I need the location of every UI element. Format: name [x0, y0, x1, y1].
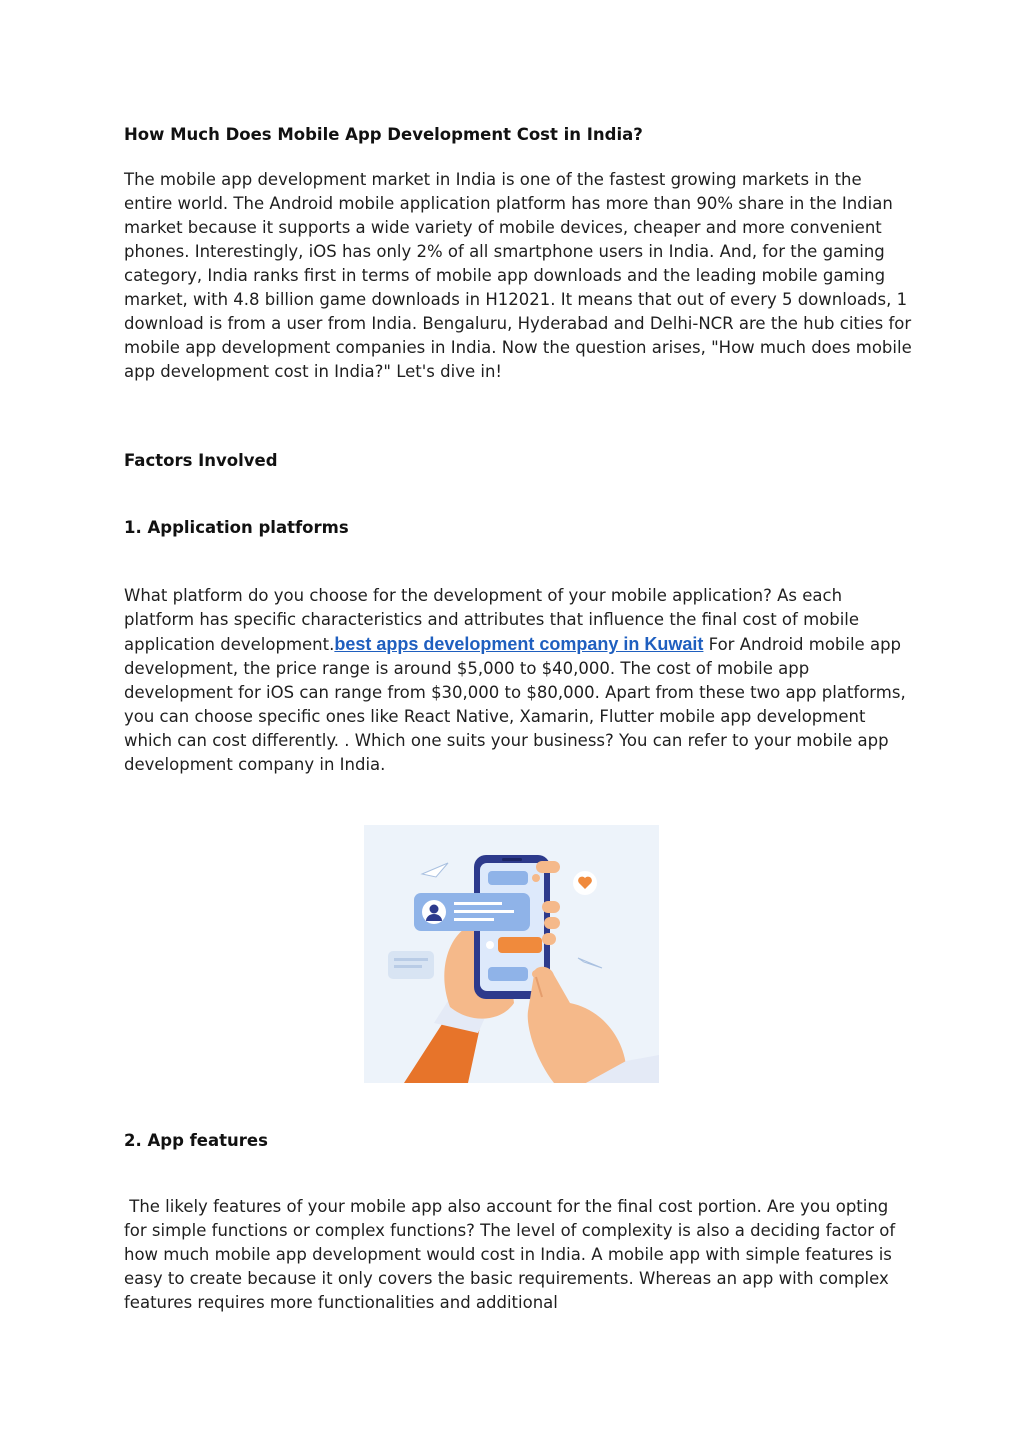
section-heading-features: 2. App features	[124, 1131, 268, 1150]
features-paragraph: The likely features of your mobile app also account for the final cost portion. Are you opting for simple functions or complex functions? The level of complexity is also a deciding factor of how much mobile app development would cost in India. A mobile app with simple features is easy to create because it only covers the basic requirements. Whereas an app with complex features requires more functionalities and additional	[124, 1197, 901, 1312]
intro-paragraph: The mobile app development market in India is one of the fastest growing markets in the entire world. The Android mobile application platform has more than 90% share in the Indian market because it supports a wide variety of mobile devices, cheaper and more convenient phones. Interestingly, iOS has only 2% of all smartphone users in India. And, for the gaming category, India ranks first in terms of mobile app downloads and the leading mobile gaming market, with 4.8 billion game downloads in H12021. It means that out of every 5 downloads, 1 download is from a user from India. Bengaluru, Hyderabad and Delhi-NCR are the hub cities for mobile app development companies in India. Now the question arises, "How much does mobile app development cost in India?" Let's dive in!	[124, 170, 912, 381]
platforms-text-end: For Android mobile app development, the price range is around $5,000 to $40,000. The cost of mobile app development for iOS can range from $30,000 to $80,000. Apart from these two app platforms, you can choose specific ones like React Native, Xamarin, Flutter mobile app development which can cost differently. . Which one suits your business? You can refer to your mobile app development company in India.	[124, 635, 906, 774]
heart-icon	[573, 871, 597, 895]
user-avatar-icon	[422, 900, 446, 924]
platforms-text-start: What platform do you choose for the development of your mobile application? As each platform has specific characteristics and attributes that influence the final cost of mobile application development.	[124, 586, 860, 654]
platforms-paragraph	[124, 584, 914, 777]
mobile-app-illustration	[364, 825, 659, 1083]
section-heading-platforms: 1. Application platforms	[124, 518, 349, 537]
page-title: How Much Does Mobile App Development Cost in India?	[124, 125, 643, 144]
kuwait-company-link[interactable]: best apps development company in Kuwait	[334, 634, 704, 654]
factors-heading: Factors Involved	[124, 451, 278, 470]
